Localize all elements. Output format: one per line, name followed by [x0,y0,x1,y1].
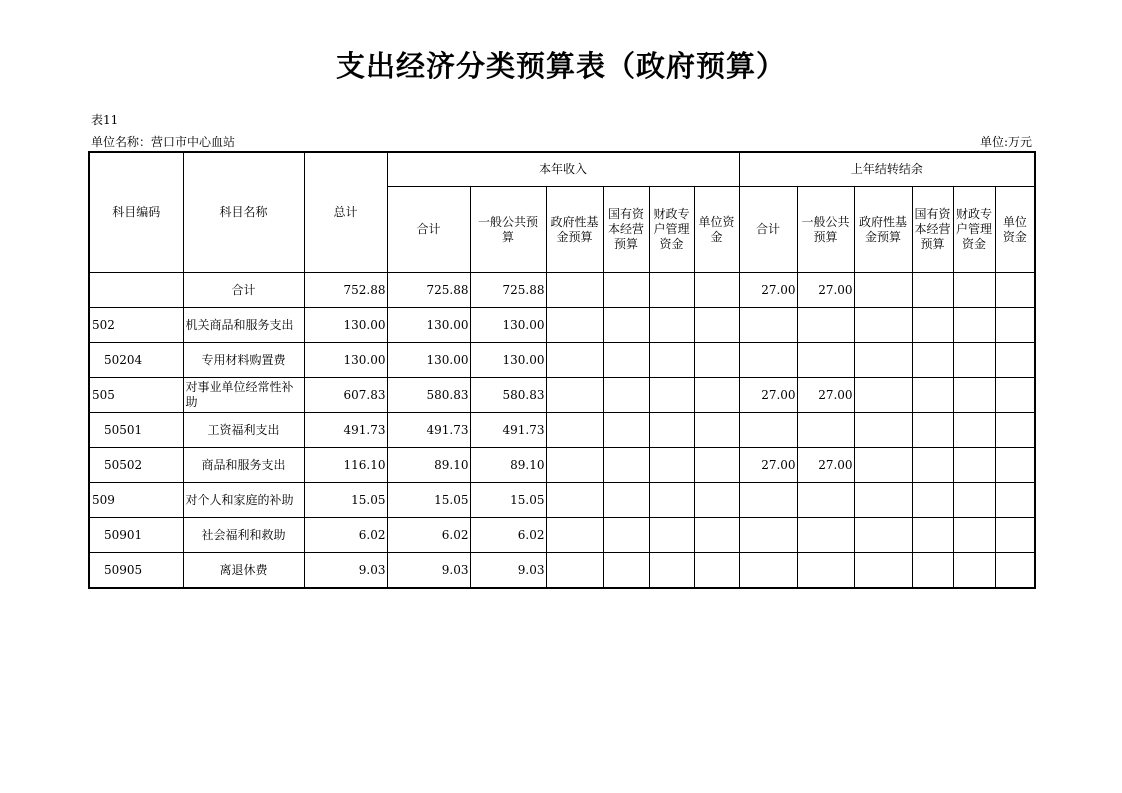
row-value-cell [546,413,603,448]
row-value-cell [912,273,953,308]
row-value-cell [953,448,995,483]
header-carryover-col-1: 一般公共预算 [797,187,854,273]
row-value-cell [546,448,603,483]
row-value-cell [854,343,912,378]
row-name: 对个人和家庭的补助 [183,483,304,518]
row-value-cell: 580.83 [470,378,546,413]
row-value-cell [995,273,1035,308]
row-value-cell: 15.05 [470,483,546,518]
row-value-cell [995,343,1035,378]
row-value-cell [694,273,739,308]
row-value-cell [603,413,649,448]
row-value-cell [912,448,953,483]
header-current-col-3: 国有资本经营预算 [603,187,649,273]
row-value-cell [739,308,797,343]
row-value-cell [912,378,953,413]
row-code: 502 [89,308,183,343]
table-row [89,343,1035,378]
row-code: 50901 [89,518,183,553]
row-value-cell [694,308,739,343]
row-value-cell [649,518,694,553]
row-value-cell [603,308,649,343]
row-code: 505 [89,378,183,413]
header-carryover-col-2: 政府性基金预算 [854,187,912,273]
table-row [89,273,1035,308]
row-name: 专用材料购置费 [183,343,304,378]
header-carryover-col-0: 合计 [739,187,797,273]
row-value-cell: 27.00 [739,273,797,308]
row-value-cell: 130.00 [470,343,546,378]
row-value-cell [603,448,649,483]
row-value-cell [603,518,649,553]
row-value-cell: 27.00 [739,448,797,483]
budget-table [88,151,1036,589]
row-value-cell [546,343,603,378]
row-value-cell [694,483,739,518]
row-value-cell [739,553,797,589]
row-value-cell: 27.00 [797,273,854,308]
row-value-cell [797,483,854,518]
row-value-cell [603,378,649,413]
row-value-cell [797,308,854,343]
currency-unit: 单位:万元 [979,135,1032,149]
row-value-cell [854,553,912,589]
header-carryover-col-5: 单位资金 [995,187,1035,273]
row-value-cell [854,483,912,518]
row-value-cell: 6.02 [470,518,546,553]
row-name: 离退休费 [183,553,304,589]
row-code: 50502 [89,448,183,483]
row-value-cell [854,413,912,448]
row-code: 50204 [89,343,183,378]
row-value-cell [546,518,603,553]
row-value-cell: 491.73 [387,413,470,448]
page-title: 支出经济分类预算表（政府预算） [335,49,786,83]
header-current-year: 本年收入 [387,152,739,187]
header-current-col-5: 单位资金 [694,187,739,273]
table-row [89,413,1035,448]
row-value-cell: 89.10 [470,448,546,483]
row-value-cell: 130.00 [387,308,470,343]
row-value-cell: 9.03 [387,553,470,589]
header-carryover: 上年结转结余 [739,152,1035,187]
row-value-cell [953,518,995,553]
row-value-cell [649,378,694,413]
row-name: 合计 [183,273,304,308]
row-value-cell: 752.88 [304,273,387,308]
table-row [89,378,1035,413]
row-value-cell [546,273,603,308]
row-value-cell: 27.00 [739,378,797,413]
row-code: 50905 [89,553,183,589]
row-value-cell [649,483,694,518]
row-value-cell [953,308,995,343]
row-value-cell [912,413,953,448]
row-name: 对事业单位经常性补助 [183,378,304,413]
row-name: 机关商品和服务支出 [183,308,304,343]
row-value-cell [995,448,1035,483]
header-code: 科目编码 [89,152,183,273]
row-value-cell [995,553,1035,589]
row-value-cell [649,343,694,378]
row-value-cell [953,343,995,378]
table-row [89,553,1035,589]
row-value-cell: 491.73 [304,413,387,448]
row-value-cell [854,308,912,343]
row-value-cell [694,553,739,589]
header-carryover-col-3: 国有资本经营预算 [912,187,953,273]
row-value-cell: 27.00 [797,378,854,413]
row-value-cell [603,273,649,308]
table-number: 表11 [91,113,119,127]
row-value-cell: 725.88 [470,273,546,308]
row-value-cell: 6.02 [387,518,470,553]
row-value-cell: 130.00 [304,343,387,378]
row-value-cell [995,518,1035,553]
row-value-cell [854,273,912,308]
row-value-cell [546,483,603,518]
row-value-cell: 725.88 [387,273,470,308]
row-value-cell [912,518,953,553]
header-name: 科目名称 [183,152,304,273]
row-value-cell [854,378,912,413]
row-value-cell: 15.05 [387,483,470,518]
row-value-cell [603,553,649,589]
header-row-1 [89,152,1035,187]
row-value-cell [739,413,797,448]
row-value-cell [797,343,854,378]
row-value-cell [649,413,694,448]
row-value-cell [953,273,995,308]
row-value-cell: 607.83 [304,378,387,413]
table-row [89,308,1035,343]
row-value-cell: 6.02 [304,518,387,553]
header-total: 总计 [304,152,387,273]
row-value-cell [603,483,649,518]
row-value-cell [953,413,995,448]
row-value-cell [912,483,953,518]
row-value-cell: 580.83 [387,378,470,413]
row-value-cell [854,448,912,483]
row-value-cell [912,343,953,378]
row-value-cell: 89.10 [387,448,470,483]
row-value-cell [694,413,739,448]
row-value-cell: 116.10 [304,448,387,483]
row-value-cell [995,378,1035,413]
row-value-cell [953,378,995,413]
row-value-cell [995,308,1035,343]
table-row [89,448,1035,483]
row-value-cell: 9.03 [304,553,387,589]
row-code: 50501 [89,413,183,448]
header-current-col-2: 政府性基金预算 [546,187,603,273]
row-value-cell [739,483,797,518]
table-row [89,483,1035,518]
row-value-cell [854,518,912,553]
row-value-cell [953,483,995,518]
row-value-cell [797,413,854,448]
row-value-cell [694,518,739,553]
header-current-col-0: 合计 [387,187,470,273]
row-value-cell: 130.00 [387,343,470,378]
row-value-cell [739,343,797,378]
row-value-cell [797,553,854,589]
row-value-cell: 15.05 [304,483,387,518]
row-code: 509 [89,483,183,518]
row-value-cell: 9.03 [470,553,546,589]
row-value-cell [694,378,739,413]
row-value-cell [912,553,953,589]
table-body [89,273,1035,589]
row-value-cell [694,343,739,378]
header-current-col-1: 一般公共预算 [470,187,546,273]
row-value-cell: 27.00 [797,448,854,483]
row-value-cell [546,378,603,413]
row-value-cell: 130.00 [470,308,546,343]
row-value-cell: 130.00 [304,308,387,343]
row-value-cell [953,553,995,589]
row-value-cell [912,308,953,343]
row-code [89,273,183,308]
row-name: 社会福利和救助 [183,518,304,553]
row-value-cell [546,308,603,343]
row-value-cell [739,518,797,553]
row-value-cell [649,273,694,308]
row-value-cell [995,483,1035,518]
row-value-cell [995,413,1035,448]
row-name: 商品和服务支出 [183,448,304,483]
unit-name: 单位名称：营口市中心血站 [91,135,236,149]
header-current-col-4: 财政专户管理资金 [649,187,694,273]
row-value-cell [603,343,649,378]
header-carryover-col-4: 财政专户管理资金 [953,187,995,273]
row-value-cell [649,553,694,589]
row-value-cell [649,308,694,343]
row-value-cell: 491.73 [470,413,546,448]
table-row [89,518,1035,553]
row-value-cell [694,448,739,483]
row-value-cell [797,518,854,553]
row-value-cell [546,553,603,589]
row-value-cell [649,448,694,483]
row-name: 工资福利支出 [183,413,304,448]
